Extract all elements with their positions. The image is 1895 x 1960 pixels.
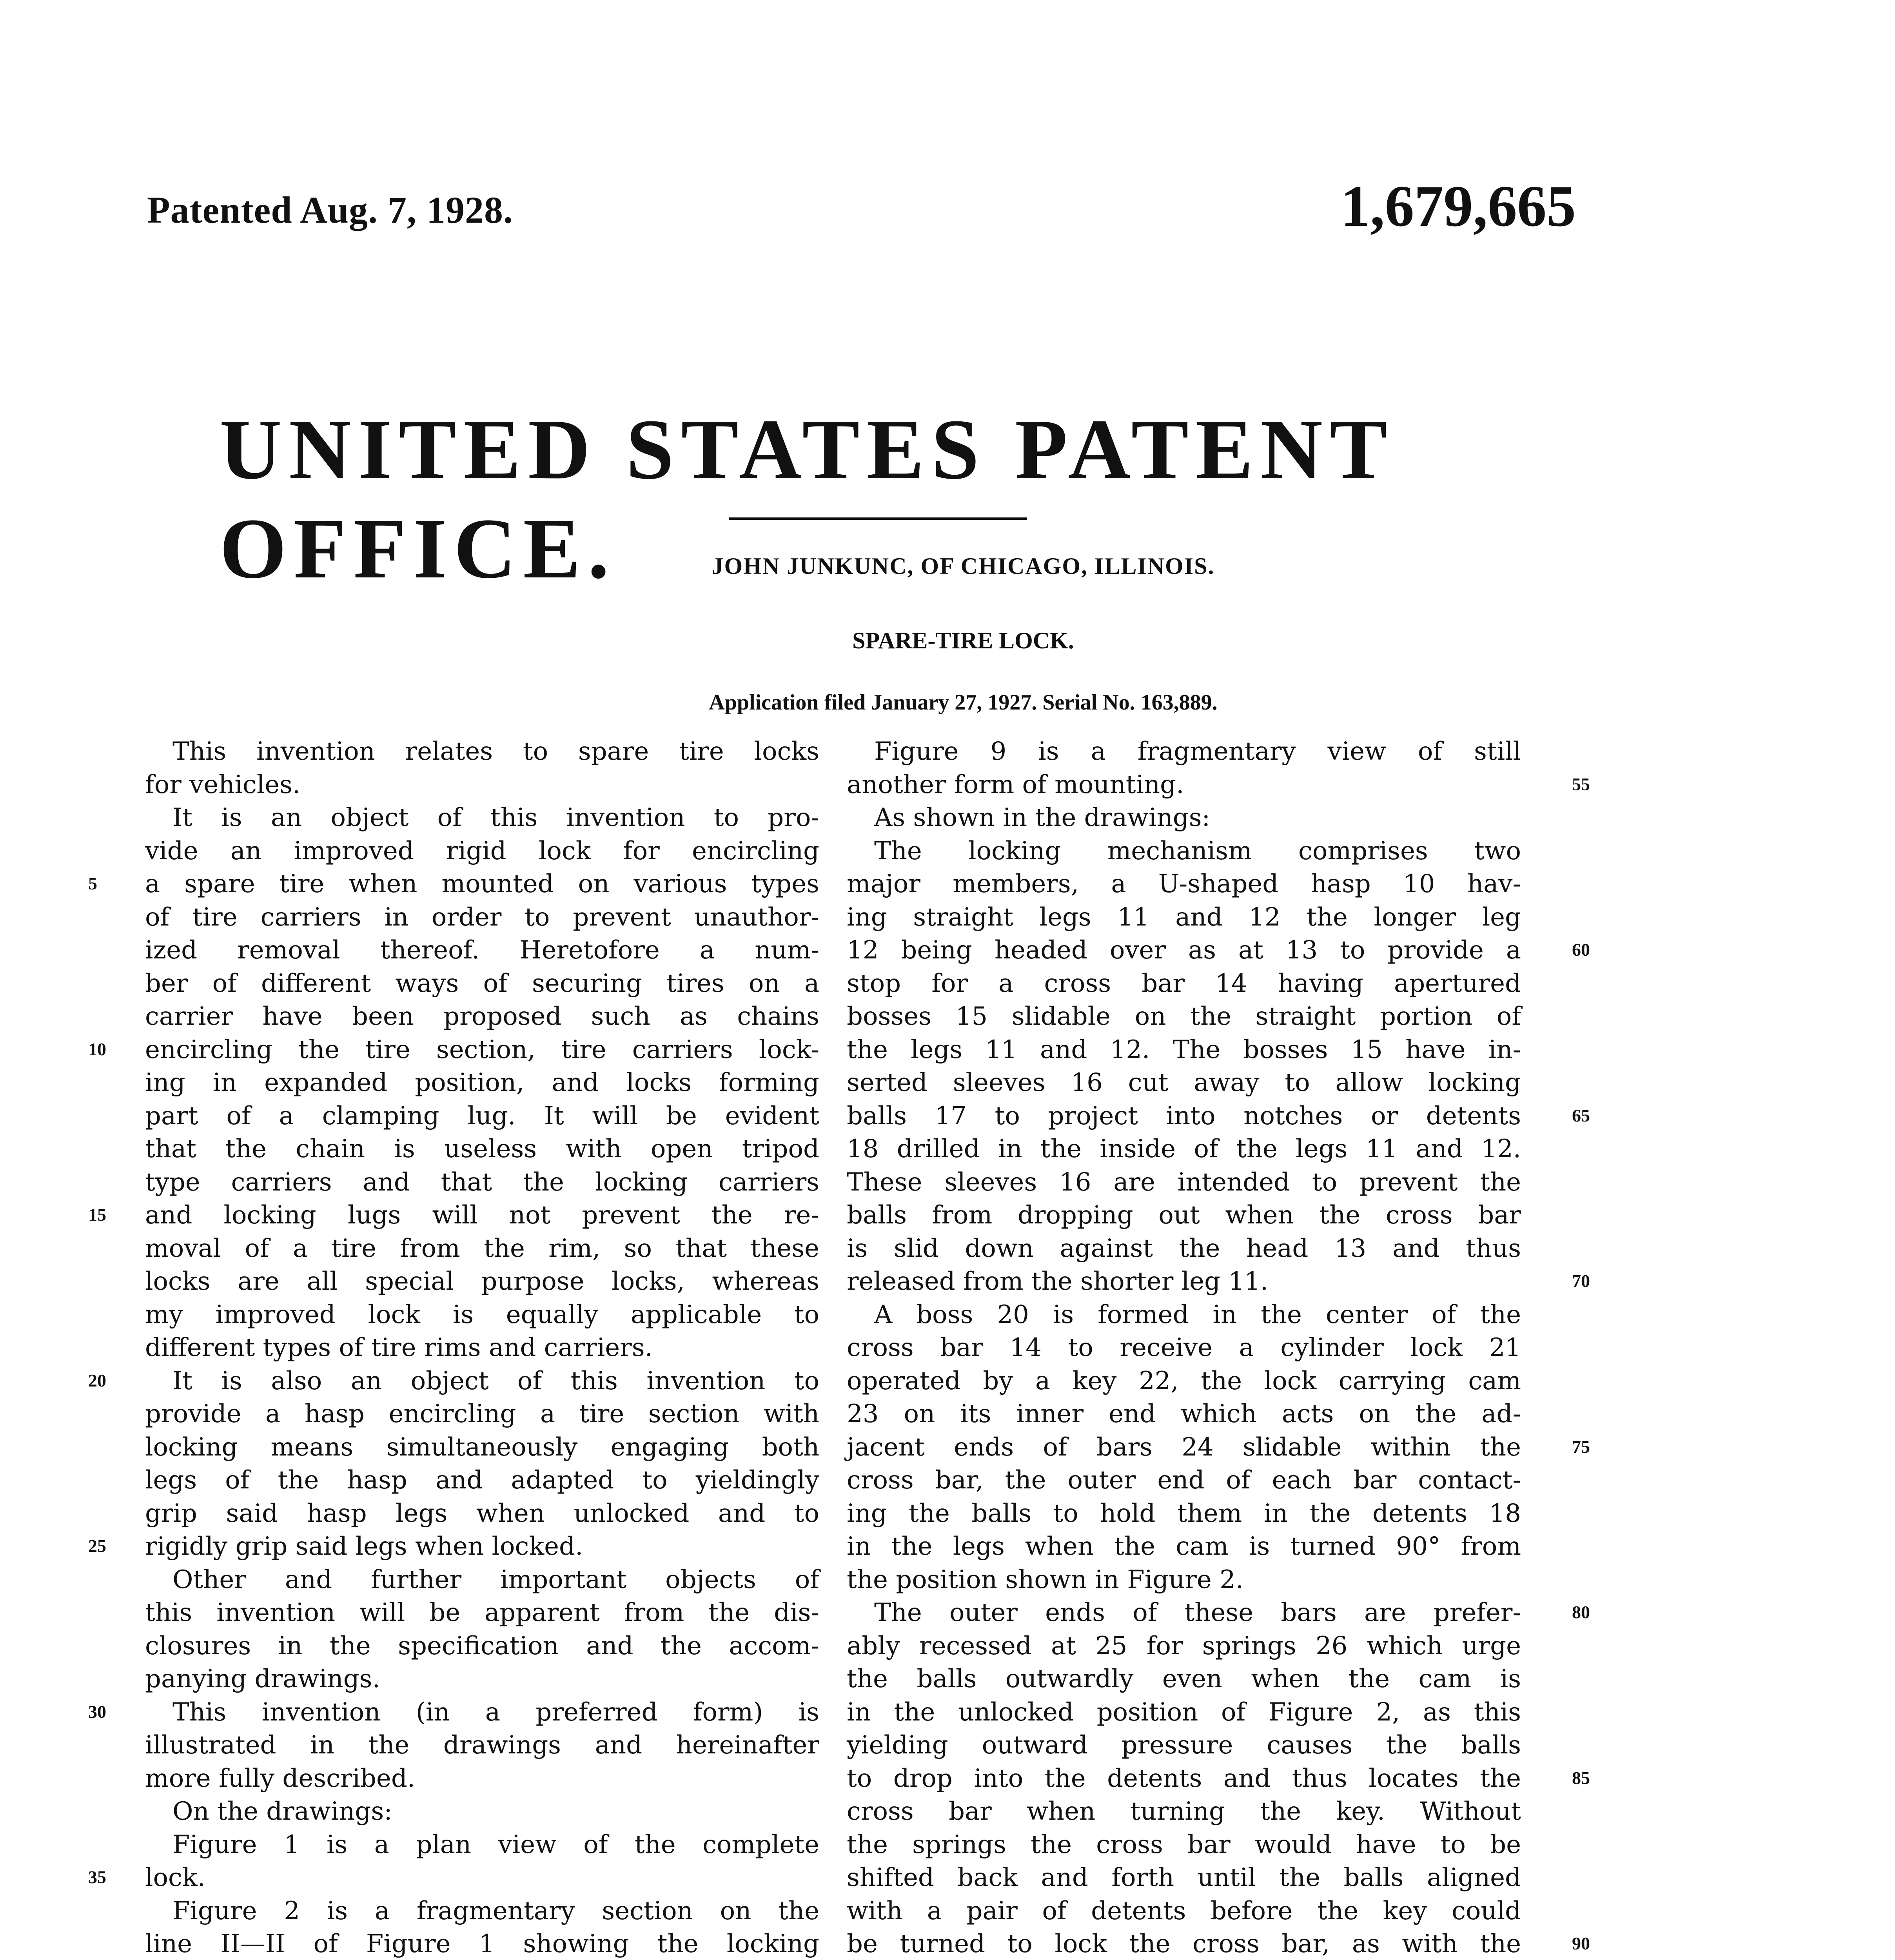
text-line: to drop into the detents and thus locates the <box>847 1764 1521 1793</box>
text-line: Figure 2 is a fragmentary section on the <box>172 1896 819 1926</box>
text-line: This invention relates to spare tire locks <box>172 737 819 766</box>
text-line: with a pair of detents before the key could <box>847 1896 1521 1926</box>
text-line: the springs the cross bar would have to be <box>847 1830 1521 1859</box>
text-line: shifted back and forth until the balls aligned <box>847 1863 1521 1892</box>
text-line: that the chain is useless with open tripod <box>145 1134 819 1163</box>
text-line: legs of the hasp and adapted to yieldingly <box>145 1466 819 1495</box>
line-number: 15 <box>88 1205 106 1225</box>
text-line: These sleeves 16 are intended to prevent the <box>847 1167 1521 1197</box>
patented-date: Patented Aug. 7, 1928. <box>147 189 513 231</box>
text-line: yielding outward pressure causes the balls <box>847 1731 1521 1760</box>
text-line: for vehicles. <box>145 770 301 799</box>
text-line: type carriers and that the locking carriers <box>145 1167 819 1197</box>
text-line: serted sleeves 16 cut away to allow locking <box>847 1068 1521 1097</box>
text-line: more fully described. <box>145 1764 416 1793</box>
text-line: vide an improved rigid lock for encircling <box>145 836 819 866</box>
text-line: bosses 15 slidable on the straight portion of <box>847 1002 1521 1031</box>
line-number: 30 <box>88 1701 106 1722</box>
left-column-text <box>145 735 819 1960</box>
text-line: As shown in the drawings: <box>874 803 1211 832</box>
text-line: panying drawings. <box>145 1664 380 1693</box>
line-number: 65 <box>1572 1105 1590 1125</box>
text-line: stop for a cross bar 14 having apertured <box>847 969 1521 998</box>
inventor-line: JOHN JUNKUNC, OF CHICAGO, ILLINOIS. <box>712 553 1215 579</box>
line-number: 85 <box>1572 1768 1590 1788</box>
text-line: in the legs when the cam is turned 90° from <box>847 1532 1521 1561</box>
text-line: be turned to lock the cross bar, as with the <box>847 1929 1521 1958</box>
line-number: 80 <box>1572 1602 1590 1622</box>
text-line: cross bar when turning the key. Without <box>847 1797 1521 1826</box>
text-line: 12 being headed over as at 13 to provide a <box>847 936 1521 965</box>
text-line: released from the shorter leg 11. <box>847 1267 1269 1296</box>
text-line: ing in expanded position, and locks forming <box>145 1068 819 1097</box>
text-line: balls 17 to project into notches or detents <box>847 1101 1521 1131</box>
application-line: Application filed January 27, 1927. Serial No. 163,889. <box>709 690 1218 715</box>
text-line: balls from dropping out when the cross bar <box>847 1201 1521 1230</box>
line-number: 10 <box>88 1039 106 1059</box>
text-line: 18 drilled in the inside of the legs 11 and 12. <box>847 1134 1521 1163</box>
line-number: 25 <box>88 1536 106 1556</box>
text-line: my improved lock is equally applicable to <box>145 1300 819 1329</box>
text-line: Figure 1 is a plan view of the complete <box>172 1830 819 1859</box>
text-line: moval of a tire from the rim, so that these <box>145 1234 819 1263</box>
text-line: The outer ends of these bars are prefer- <box>874 1598 1521 1627</box>
line-number: 20 <box>88 1370 106 1390</box>
heading-divider <box>729 517 1027 520</box>
text-line: and locking lugs will not prevent the re- <box>145 1201 819 1230</box>
text-line: the position shown in Figure 2. <box>847 1565 1244 1594</box>
patent-number: 1,679,665 <box>1341 174 1576 239</box>
text-line: the legs 11 and 12. The bosses 15 have in- <box>847 1035 1521 1064</box>
text-line: the balls outwardly even when the cam is <box>847 1664 1521 1693</box>
text-line: provide a hasp encircling a tire section with <box>145 1399 819 1428</box>
text-line: grip said hasp legs when unlocked and to <box>145 1499 819 1528</box>
text-line: is slid down against the head 13 and thus <box>847 1234 1521 1263</box>
text-line: this invention will be apparent from the dis- <box>145 1598 819 1627</box>
text-line: of tire carriers in order to prevent unauthor- <box>145 902 819 932</box>
text-line: different types of tire rims and carriers. <box>145 1333 653 1362</box>
text-line: Figure 9 is a fragmentary view of still <box>874 737 1521 766</box>
line-number: 35 <box>88 1867 106 1887</box>
text-line: The locking mechanism comprises two <box>874 836 1521 866</box>
text-line: ing straight legs 11 and 12 the longer leg <box>847 902 1521 932</box>
line-number: 5 <box>88 873 97 893</box>
text-line: major members, a U-shaped hasp 10 hav- <box>847 869 1521 898</box>
text-line: illustrated in the drawings and hereinafter <box>145 1731 819 1760</box>
text-line: ized removal thereof. Heretofore a num- <box>145 936 819 965</box>
right-column-text <box>847 735 1521 1960</box>
text-line: A boss 20 is formed in the center of the <box>874 1300 1521 1329</box>
text-line: encircling the tire section, tire carriers lock- <box>145 1035 819 1064</box>
text-line: carrier have been proposed such as chains <box>145 1002 819 1031</box>
text-line: operated by a key 22, the lock carrying cam <box>847 1366 1521 1396</box>
text-line: This invention (in a preferred form) is <box>172 1697 819 1727</box>
text-line: ably recessed at 25 for springs 26 which urge <box>847 1631 1521 1661</box>
text-line: cross bar, the outer end of each bar contact- <box>847 1466 1521 1495</box>
text-line: locking means simultaneously engaging both <box>145 1432 819 1462</box>
text-line: It is an object of this invention to pro- <box>172 803 819 832</box>
line-number: 55 <box>1572 774 1590 794</box>
line-number: 70 <box>1572 1271 1590 1291</box>
text-line: a spare tire when mounted on various types <box>145 869 819 898</box>
text-line: ing the balls to hold them in the detents 18 <box>847 1499 1521 1528</box>
invention-title: SPARE-TIRE LOCK. <box>852 628 1074 653</box>
text-line: jacent ends of bars 24 slidable within the <box>847 1432 1521 1462</box>
text-line: ber of different ways of securing tires on a <box>145 969 819 998</box>
text-line: lock. <box>145 1863 205 1892</box>
line-number: 90 <box>1572 1933 1590 1953</box>
line-number: 60 <box>1572 940 1590 960</box>
text-line: line II—II of Figure 1 showing the locking <box>145 1929 819 1958</box>
line-number: 75 <box>1572 1436 1590 1457</box>
text-line: 23 on its inner end which acts on the ad- <box>847 1399 1521 1428</box>
text-line: closures in the specification and the accom- <box>145 1631 819 1661</box>
office-heading: UNITED STATES PATENT OFFICE. <box>220 401 1393 596</box>
text-line: cross bar 14 to receive a cylinder lock 21 <box>847 1333 1521 1362</box>
text-line: part of a clamping lug. It will be evident <box>145 1101 819 1131</box>
text-line: in the unlocked position of Figure 2, as this <box>847 1697 1521 1727</box>
text-line: On the drawings: <box>172 1797 392 1826</box>
text-line: another form of mounting. <box>847 770 1184 799</box>
text-line: rigidly grip said legs when locked. <box>145 1532 583 1561</box>
text-line: locks are all special purpose locks, whereas <box>145 1267 819 1296</box>
text-line: It is also an object of this invention to <box>172 1366 819 1396</box>
text-line: Other and further important objects of <box>172 1565 819 1594</box>
